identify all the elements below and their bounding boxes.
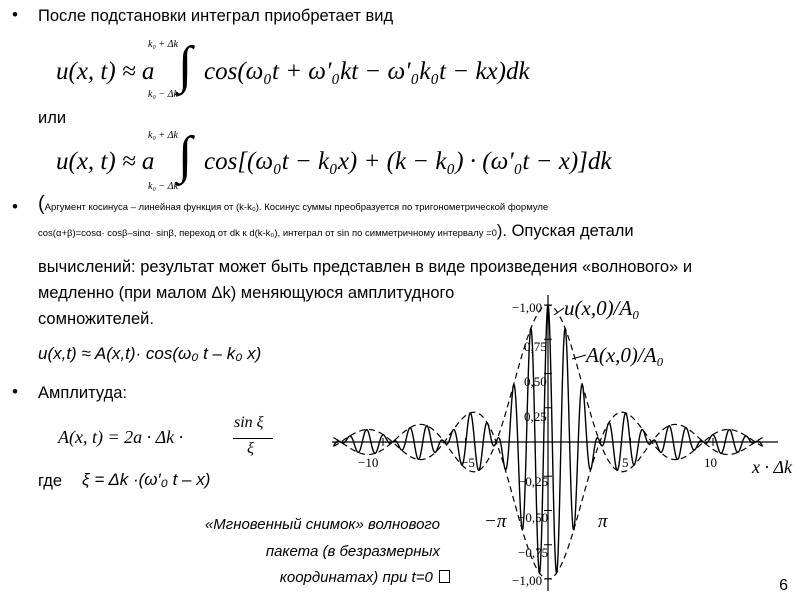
eq1-lhs: u(x, t) ≈ a	[56, 58, 155, 85]
eq2-lhs: u(x, t) ≈ a	[56, 148, 155, 175]
caption-line-2: пакета (в безразмерных	[265, 543, 440, 560]
eq1-lower-limit: k₀ − Δk	[148, 89, 178, 100]
y-tick-label: −1,00	[512, 573, 543, 588]
x-tick-label: 10	[704, 455, 717, 470]
fraction-bar	[233, 438, 273, 439]
equation-3: u(x,t) ≈ A(x,t)· cos(ω₀ t – k₀ x)	[38, 344, 262, 363]
paren-open: (	[38, 193, 45, 215]
y-tick-label: −0,50	[518, 510, 549, 525]
equation-2	[56, 127, 612, 194]
y-tick-label: −1,00	[512, 300, 543, 315]
caption-line-1: «Мгновенный снимок» волнового	[204, 516, 440, 533]
note-block	[38, 193, 788, 241]
y-tick-label: 0,25	[524, 409, 547, 424]
bullet-2: •	[12, 197, 18, 216]
amplitude-label: Амплитуда:	[38, 384, 127, 402]
a-curve-label: A(x,0)/A₀	[586, 343, 664, 367]
body-line-3: сомножителей.	[38, 310, 154, 328]
caption-line-3-text: координатах) при t=0	[279, 569, 437, 586]
body-line-1: вычислений: результат может быть представлен в виде произведения «волнового» и	[38, 258, 693, 276]
note-line-1: Аргумент косинуса – линейная функция от (k-k₀). Косинус суммы преобразуется по тригонометрической формуле	[44, 202, 549, 213]
u-curve-label: u(x,0)/A₀	[564, 296, 640, 320]
eq2-integrand: cos[(ω₀t − k₀x) + (k − k₀) · (ω′₀t − x)]dk	[204, 148, 612, 175]
equation-1	[56, 37, 530, 104]
x-axis-label: x · Δk	[752, 457, 793, 477]
intro-text: После подстановки интеграл приобретает вид	[38, 7, 394, 25]
eq2-upper-limit: k₀ + Δk	[148, 130, 178, 141]
bullet-3: •	[12, 382, 18, 401]
eq1-upper-limit: k₀ + Δk	[148, 39, 178, 50]
y-tick-label: 0,50	[524, 374, 547, 389]
eq4-numerator: sin ξ	[234, 414, 264, 431]
where-word: где	[38, 472, 63, 490]
eq4-lhs: A(x, t) = 2a · Δk ·	[58, 427, 184, 447]
y-tick-label: −0,25	[518, 474, 549, 489]
wave-packet-graph	[328, 285, 800, 600]
minus-pi-label: −π	[484, 511, 507, 532]
equation-4	[58, 414, 298, 466]
integral-sign-icon: ∫	[178, 127, 193, 184]
integral-sign-icon: ∫	[178, 37, 193, 94]
y-tick-label: 0,75	[524, 339, 547, 354]
note-line-2-continuation: ). Опуская детали	[496, 222, 634, 240]
eq1-integrand: cos(ω₀t + ω′₀kt − ω′₀k₀t − kx)dk	[204, 58, 530, 85]
x-tick-label: −5	[461, 455, 475, 470]
eq4-denominator: ξ	[247, 440, 254, 457]
x-tick-label: −10	[358, 455, 379, 470]
bullet-1: •	[12, 5, 18, 24]
page-number: 6	[779, 577, 788, 594]
x-tick-label: 5	[622, 455, 629, 470]
eq2-lower-limit: k₀ − Δk	[148, 181, 178, 192]
note-line-2: cos(α+β)=cosα· cosβ–sinα· sinβ, переход от dk к d(k-k₀), интеграл от sin по симметричному интервалу =0	[38, 228, 497, 239]
body-line-2: медленно (при малом Δk) меняющуюся амплитудного	[38, 284, 455, 302]
or-word: или	[38, 109, 67, 127]
equation-5: ξ = Δk ·(ω′₀ t – x)	[82, 470, 211, 489]
y-tick-label: −0,75	[518, 545, 549, 560]
pi-label: π	[598, 511, 608, 532]
